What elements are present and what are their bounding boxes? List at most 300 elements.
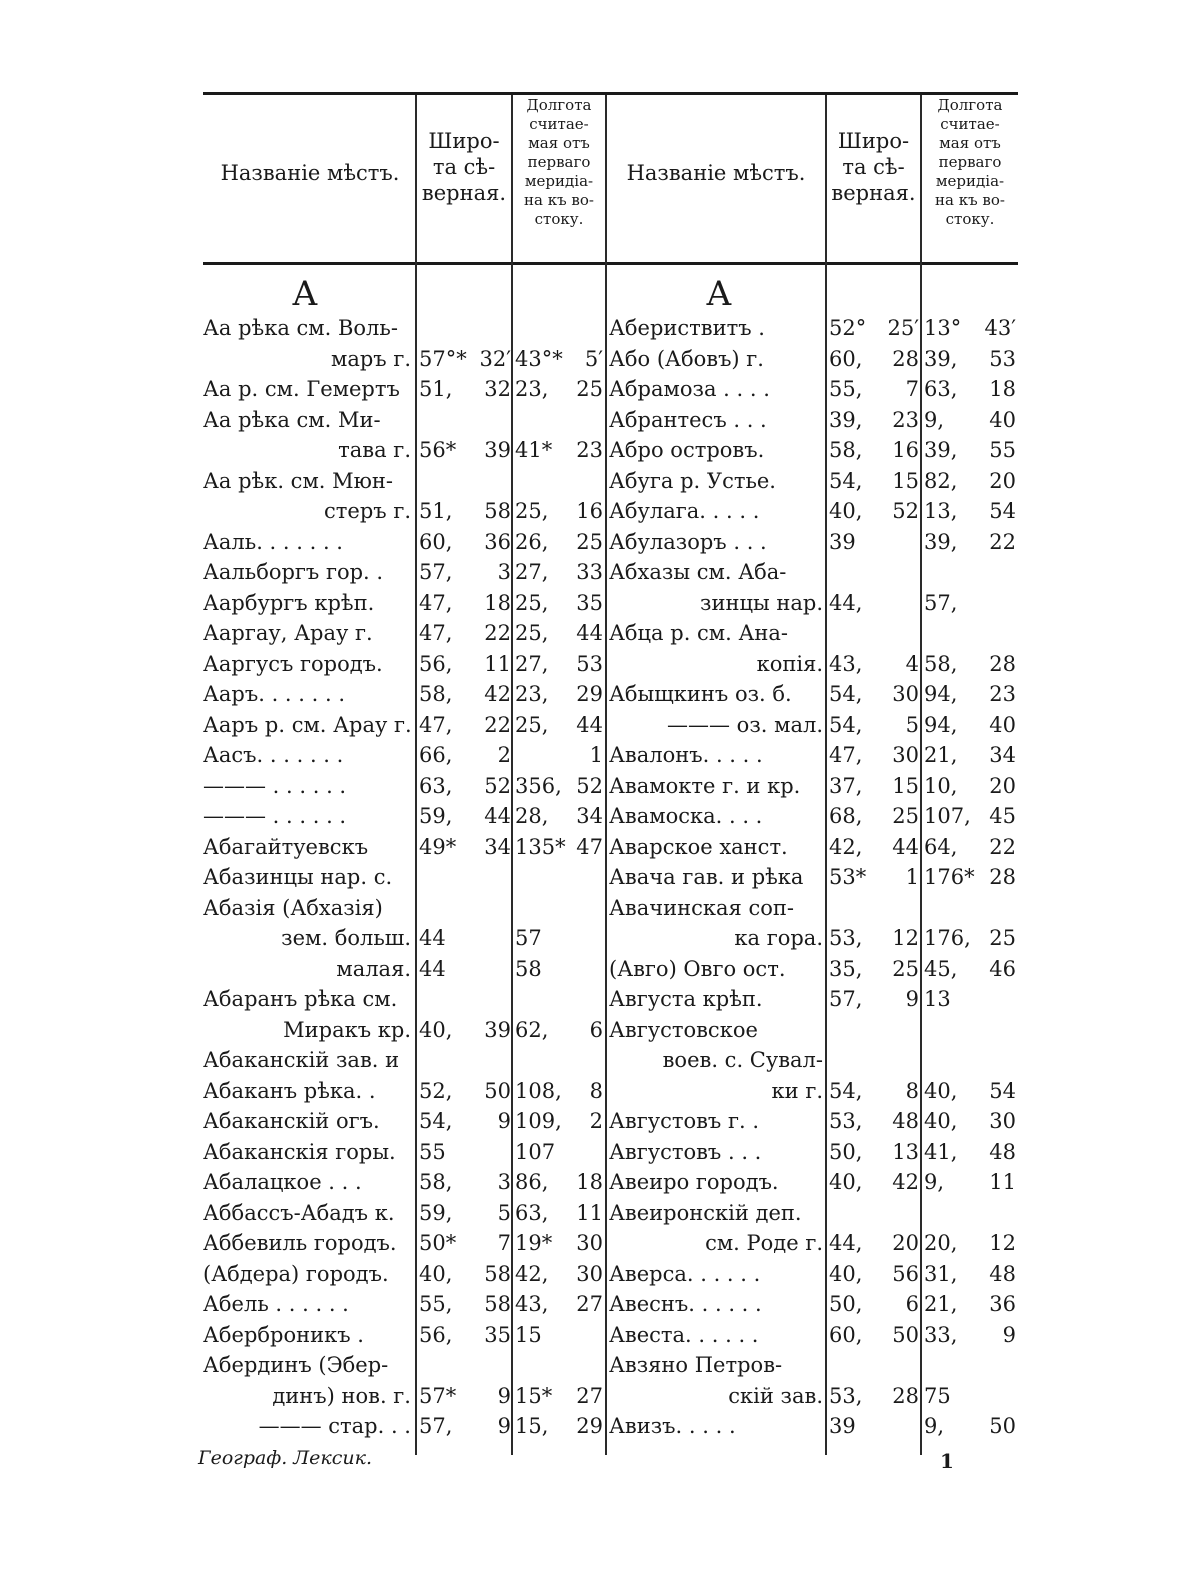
place-name: Аварское ханст. — [609, 834, 788, 859]
longitude-minutes: 11 — [576, 1200, 603, 1225]
longitude-degrees — [515, 466, 565, 497]
longitude-minutes — [974, 1350, 1016, 1381]
place-name: Авизъ. . . . . — [609, 1414, 736, 1438]
header-lon-line: перваго — [527, 153, 591, 171]
latitude-minutes: 20 — [892, 1231, 919, 1255]
longitude-degrees: 108, — [515, 1078, 562, 1103]
latitude-degrees: 60, — [829, 1322, 863, 1347]
latitude-minutes — [463, 1045, 511, 1076]
longitude-minutes — [565, 405, 603, 436]
longitude-minutes: 18 — [576, 1170, 603, 1194]
latitude-degrees: 63, — [419, 773, 453, 798]
latitude-minutes: 39 — [484, 438, 511, 462]
page-mark: 1 — [940, 1449, 954, 1473]
latitude-degrees — [419, 1045, 463, 1076]
longitude-minutes: 20 — [989, 773, 1016, 798]
latitude-minutes: 16 — [892, 438, 919, 462]
longitude-degrees: 39, — [924, 346, 958, 371]
latitude-degrees: 55, — [829, 377, 863, 401]
longitude-degrees: 9, — [924, 407, 945, 432]
latitude-minutes: 9 — [497, 1383, 511, 1408]
latitude-minutes — [873, 1045, 919, 1076]
latitude-degrees: 52, — [419, 1078, 453, 1103]
latitude-degrees — [829, 1015, 873, 1046]
latitude-degrees: 39 — [829, 529, 856, 554]
place-name: копія. — [756, 651, 823, 676]
top-rule — [203, 92, 1018, 95]
longitude-minutes — [974, 1045, 1016, 1076]
latitude-minutes: 58 — [484, 499, 511, 523]
latitude-degrees: 39 — [829, 1414, 856, 1438]
longitude-degrees: 9, — [924, 1414, 945, 1438]
place-name: тава г. — [338, 438, 411, 462]
latitude-degrees: 59, — [419, 804, 453, 828]
longitude-minutes: 6 — [589, 1017, 603, 1042]
longitude-minutes: 2 — [589, 1109, 603, 1133]
longitude-degrees: 176* — [924, 865, 975, 889]
latitude-degrees: 44, — [829, 1231, 863, 1255]
place-name: Ааль. . . . . . . — [203, 529, 343, 554]
header-lon-line: считае- — [940, 115, 1000, 133]
latitude-degrees: 58, — [829, 438, 863, 462]
latitude-minutes: 28 — [892, 1383, 919, 1408]
longitude-minutes: 54 — [989, 499, 1016, 523]
latitude-degrees — [419, 893, 463, 924]
latitude-minutes: 42 — [892, 1170, 919, 1194]
header-name-text: Названіе мѣстъ. — [220, 161, 400, 185]
longitude-degrees: 176, — [924, 926, 971, 950]
latitude-minutes: 23 — [892, 407, 919, 432]
latitude-degrees: 37, — [829, 773, 863, 798]
header-lon-line: Долгота — [526, 96, 592, 114]
latitude-minutes — [463, 313, 511, 344]
latitude-minutes: 5 — [905, 712, 919, 737]
longitude-minutes: 27 — [576, 1292, 603, 1316]
latitude-minutes — [463, 862, 511, 893]
longitude-minutes: 40 — [989, 712, 1016, 737]
longitude-degrees: 57, — [924, 590, 958, 615]
latitude-degrees: 58, — [419, 1170, 453, 1194]
latitude-minutes — [463, 893, 511, 924]
latitude-minutes: 15 — [892, 468, 919, 493]
latitude-minutes — [873, 1411, 919, 1442]
place-name: Авеснъ. . . . . . — [609, 1292, 762, 1316]
latitude-minutes: 30 — [892, 743, 919, 767]
place-name: ——— . . . . . . — [203, 773, 347, 798]
latitude-minutes — [873, 893, 919, 924]
longitude-degrees: 23, — [515, 377, 549, 401]
latitude-minutes — [873, 618, 919, 649]
header-lon-line: считае- — [529, 115, 589, 133]
latitude-degrees: 53, — [829, 926, 863, 950]
latitude-degrees: 47, — [419, 590, 453, 615]
longitude-minutes: 12 — [989, 1231, 1016, 1255]
longitude-minutes: 48 — [989, 1261, 1016, 1286]
longitude-degrees — [924, 1015, 974, 1046]
latitude-minutes — [463, 1137, 511, 1168]
latitude-minutes: 7 — [497, 1231, 511, 1255]
place-name: Августовъ г. . — [609, 1109, 759, 1133]
longitude-degrees: 15, — [515, 1414, 549, 1438]
column-divider — [415, 95, 417, 1455]
place-name: зем. больш. — [281, 926, 411, 950]
latitude-degrees: 53, — [829, 1109, 863, 1133]
longitude-degrees: 15* — [515, 1383, 553, 1408]
header-lon-line: перваго — [938, 153, 1002, 171]
longitude-degrees — [515, 984, 565, 1015]
longitude-minutes — [974, 893, 1016, 924]
longitude-minutes: 22 — [989, 834, 1016, 859]
latitude-degrees: 60, — [419, 529, 453, 554]
longitude-degrees — [924, 1198, 974, 1229]
latitude-degrees: 59, — [419, 1200, 453, 1225]
place-name: Аасъ. . . . . . . — [203, 743, 344, 767]
place-name: Або (Абовъ) г. — [609, 346, 764, 371]
latitude-degrees: 58, — [419, 682, 453, 706]
latitude-degrees — [829, 1045, 873, 1076]
latitude-minutes: 50 — [892, 1322, 919, 1347]
latitude-minutes: 13 — [892, 1139, 919, 1164]
longitude-minutes: 28 — [989, 865, 1016, 889]
latitude-minutes: 3 — [497, 560, 511, 584]
longitude-degrees: 62, — [515, 1017, 549, 1042]
latitude-degrees: 51, — [419, 377, 453, 401]
longitude-minutes: 5′ — [584, 346, 603, 371]
latitude-minutes: 6 — [905, 1292, 919, 1316]
latitude-degrees: 56, — [419, 651, 453, 676]
latitude-degrees: 56, — [419, 1322, 453, 1347]
latitude-degrees: 50, — [829, 1292, 863, 1316]
latitude-degrees: 55 — [419, 1139, 446, 1164]
place-name: Ааръ р. см. Арау г. — [203, 712, 412, 737]
longitude-degrees: 40, — [924, 1109, 958, 1133]
latitude-degrees: 50, — [829, 1139, 863, 1164]
longitude-minutes: 11 — [989, 1170, 1016, 1194]
longitude-minutes — [565, 954, 603, 985]
place-name: Аа р. см. Гемертъ — [203, 377, 400, 401]
longitude-degrees: 25, — [515, 621, 549, 645]
latitude-minutes: 58 — [484, 1292, 511, 1316]
header-lat-line: верная. — [421, 181, 507, 205]
longitude-degrees: 26, — [515, 529, 549, 554]
latitude-degrees: 39, — [829, 407, 863, 432]
longitude-minutes: 1 — [589, 743, 603, 767]
longitude-minutes: 34 — [576, 804, 603, 828]
place-name: Авеста. . . . . . — [609, 1322, 759, 1347]
longitude-minutes: 8 — [589, 1078, 603, 1103]
longitude-minutes: 30 — [576, 1261, 603, 1286]
longitude-degrees: 9, — [924, 1170, 945, 1194]
longitude-minutes: 22 — [989, 529, 1016, 554]
header-lon-line: мая отъ — [939, 134, 1001, 152]
place-name: ка гора. — [734, 926, 823, 950]
latitude-degrees — [829, 893, 873, 924]
latitude-minutes: 5 — [497, 1200, 511, 1225]
latitude-degrees — [419, 984, 463, 1015]
latitude-degrees: 57, — [419, 1414, 453, 1438]
header-lon-right — [922, 96, 1018, 229]
latitude-minutes: 4 — [905, 651, 919, 676]
latitude-degrees: 47, — [419, 621, 453, 645]
latitude-degrees: 54, — [829, 712, 863, 737]
latitude-minutes — [873, 1350, 919, 1381]
column-divider — [920, 95, 922, 1455]
longitude-degrees: 94, — [924, 682, 958, 706]
place-name: Ааргау, Арау г. — [203, 621, 373, 645]
place-name: Абро островъ. — [609, 438, 765, 462]
latitude-minutes: 18 — [484, 590, 511, 615]
latitude-degrees: 47, — [419, 712, 453, 737]
longitude-minutes: 9 — [1002, 1322, 1016, 1347]
header-lon-line: на къ во- — [524, 191, 594, 209]
latitude-minutes: 9 — [497, 1109, 511, 1133]
longitude-degrees: 135* — [515, 834, 566, 859]
latitude-degrees: 40, — [419, 1017, 453, 1042]
longitude-minutes — [974, 1198, 1016, 1229]
section-letter-left: А — [292, 274, 318, 314]
longitude-degrees: 42, — [515, 1261, 549, 1286]
latitude-degrees: 54, — [829, 1078, 863, 1103]
latitude-degrees — [419, 1350, 463, 1381]
longitude-minutes: 25 — [576, 377, 603, 401]
latitude-minutes: 50 — [484, 1078, 511, 1103]
latitude-minutes — [463, 984, 511, 1015]
header-lat-line: Широ- — [837, 129, 910, 153]
place-name: Абериствитъ . — [609, 316, 765, 340]
place-name: Авеиро городъ. — [609, 1170, 779, 1194]
longitude-degrees: 25, — [515, 499, 549, 523]
latitude-degrees: 54, — [419, 1109, 453, 1133]
longitude-degrees: 23, — [515, 682, 549, 706]
longitude-degrees: 39, — [924, 529, 958, 554]
latitude-degrees: 44 — [419, 926, 446, 950]
longitude-minutes — [565, 1045, 603, 1076]
latitude-minutes: 30 — [892, 682, 919, 706]
latitude-minutes: 25′ — [887, 316, 919, 340]
longitude-degrees: 19* — [515, 1231, 553, 1255]
longitude-minutes: 18 — [989, 377, 1016, 401]
place-name: Миракъ кр. — [283, 1017, 411, 1042]
latitude-minutes: 52 — [892, 499, 919, 523]
longitude-degrees: 107, — [924, 804, 971, 828]
longitude-degrees: 82, — [924, 468, 958, 493]
place-name: Авамокте г. и кр. — [609, 773, 801, 798]
longitude-minutes — [565, 893, 603, 924]
latitude-minutes: 22 — [484, 712, 511, 737]
latitude-minutes — [873, 588, 919, 619]
place-name: Абель . . . . . . — [203, 1292, 349, 1316]
place-name: Абхазы см. Аба- — [609, 560, 787, 584]
longitude-degrees — [924, 1045, 974, 1076]
latitude-degrees: 53, — [829, 1383, 863, 1408]
latitude-degrees: 66, — [419, 743, 453, 767]
place-name: Абаканъ рѣка. . — [203, 1078, 376, 1103]
longitude-degrees: 86, — [515, 1170, 549, 1194]
place-name: Августовъ . . . — [609, 1139, 762, 1164]
longitude-minutes: 30 — [576, 1231, 603, 1255]
place-name: Абаканскій огъ. — [203, 1109, 380, 1133]
longitude-degrees: 40, — [924, 1078, 958, 1103]
longitude-degrees: 27, — [515, 560, 549, 584]
place-name: Абыщкинъ оз. б. — [609, 682, 792, 706]
longitude-minutes: 44 — [576, 712, 603, 737]
latitude-minutes: 32 — [484, 377, 511, 401]
longitude-minutes — [974, 984, 1016, 1015]
longitude-minutes: 25 — [989, 926, 1016, 950]
longitude-minutes: 36 — [989, 1292, 1016, 1316]
longitude-degrees: 21, — [924, 743, 958, 767]
place-name: Аббевиль городъ. — [203, 1231, 397, 1255]
latitude-degrees — [829, 618, 873, 649]
latitude-degrees: 35, — [829, 956, 863, 981]
latitude-minutes: 15 — [892, 773, 919, 798]
latitude-degrees: 40, — [829, 499, 863, 523]
latitude-degrees: 55, — [419, 1292, 453, 1316]
place-name: Абазинцы нар. с. — [203, 865, 393, 889]
longitude-minutes — [565, 466, 603, 497]
longitude-degrees: 75 — [924, 1383, 951, 1408]
column-divider — [605, 95, 607, 1455]
header-lon-line: меридіа- — [524, 172, 594, 190]
longitude-degrees: 43, — [515, 1292, 549, 1316]
latitude-minutes — [873, 527, 919, 558]
place-name: (Авго) Овго ост. — [609, 956, 786, 981]
longitude-minutes — [974, 557, 1016, 588]
place-name: Аа рѣка см. Воль- — [203, 316, 398, 340]
latitude-minutes — [463, 1350, 511, 1381]
place-name: воев. с. Сувал- — [662, 1048, 823, 1072]
longitude-minutes: 16 — [576, 499, 603, 523]
longitude-minutes — [974, 618, 1016, 649]
latitude-minutes: 56 — [892, 1261, 919, 1286]
latitude-minutes — [873, 1198, 919, 1229]
place-name: Абагайтуевскъ — [203, 834, 369, 859]
longitude-minutes: 29 — [576, 1414, 603, 1438]
longitude-degrees — [515, 1350, 565, 1381]
longitude-degrees: 20, — [924, 1231, 958, 1255]
longitude-degrees: 64, — [924, 834, 958, 859]
longitude-minutes: 29 — [576, 682, 603, 706]
longitude-minutes: 30 — [989, 1109, 1016, 1133]
longitude-degrees — [515, 405, 565, 436]
longitude-degrees: 39, — [924, 438, 958, 462]
longitude-minutes: 43′ — [984, 316, 1016, 340]
longitude-degrees: 31, — [924, 1261, 958, 1286]
place-name: малая. — [336, 956, 411, 981]
place-name: Авзяно Петров- — [609, 1353, 783, 1377]
header-lon-line: стоку. — [534, 210, 584, 228]
latitude-minutes: 9 — [497, 1414, 511, 1438]
longitude-minutes — [974, 1381, 1016, 1412]
place-name: Абаканскій зав. и — [203, 1048, 400, 1072]
latitude-minutes: 25 — [892, 956, 919, 981]
longitude-minutes: 20 — [989, 468, 1016, 493]
longitude-minutes: 46 — [989, 956, 1016, 981]
header-name-right — [607, 160, 825, 186]
longitude-degrees: 41* — [515, 438, 553, 462]
latitude-minutes: 39 — [484, 1017, 511, 1042]
header-lon-line: на къ во- — [935, 191, 1005, 209]
longitude-degrees: 109, — [515, 1109, 562, 1133]
latitude-minutes: 2 — [497, 743, 511, 767]
latitude-degrees: 57, — [829, 987, 863, 1011]
latitude-minutes: 12 — [892, 926, 919, 950]
latitude-degrees: 42, — [829, 834, 863, 859]
header-lon-left — [513, 96, 605, 229]
place-name: см. Роде г. — [705, 1231, 823, 1255]
longitude-degrees: 41, — [924, 1139, 958, 1164]
place-name: Авалонъ. . . . . — [609, 743, 763, 767]
latitude-minutes: 48 — [892, 1109, 919, 1133]
latitude-minutes: 44 — [892, 834, 919, 859]
place-name: Аббассъ-Абадъ к. — [203, 1200, 395, 1225]
place-name: Абердинъ (Эбер- — [203, 1353, 389, 1377]
latitude-minutes — [873, 1015, 919, 1046]
longitude-minutes — [974, 1015, 1016, 1046]
latitude-degrees: 47, — [829, 743, 863, 767]
latitude-minutes: 3 — [497, 1170, 511, 1194]
place-name: Абаканскія горы. — [203, 1139, 396, 1164]
place-name: Авачинская соп- — [609, 895, 794, 920]
section-letter-right: А — [706, 274, 732, 314]
place-name: Абулага. . . . . — [609, 499, 760, 523]
latitude-minutes: 25 — [892, 804, 919, 828]
longitude-minutes: 45 — [989, 804, 1016, 828]
latitude-minutes — [463, 405, 511, 436]
header-lat-line: верная. — [831, 181, 916, 205]
longitude-minutes: 28 — [989, 651, 1016, 676]
header-lat-left — [417, 128, 511, 206]
header-name-text: Названіе мѣстъ. — [626, 161, 806, 185]
latitude-minutes: 36 — [484, 529, 511, 554]
header-lon-line: Долгота — [937, 96, 1003, 114]
place-name: Абазія (Абхазія) — [203, 895, 383, 920]
longitude-degrees — [924, 893, 974, 924]
latitude-degrees: 53* — [829, 865, 867, 889]
latitude-degrees — [419, 405, 463, 436]
latitude-degrees: 57* — [419, 1383, 457, 1408]
signature-mark: Географ. Лексик. — [198, 1447, 373, 1469]
longitude-degrees: 63, — [515, 1200, 549, 1225]
longitude-minutes — [565, 1350, 603, 1381]
latitude-degrees: 43, — [829, 651, 863, 676]
place-name: динъ) нов. г. — [272, 1383, 411, 1408]
latitude-minutes: 28 — [892, 346, 919, 371]
place-name: Абца р. см. Ана- — [609, 621, 789, 645]
longitude-minutes: 47 — [576, 834, 603, 859]
longitude-degrees: 33, — [924, 1322, 958, 1347]
latitude-degrees: 40, — [829, 1170, 863, 1194]
longitude-minutes: 54 — [989, 1078, 1016, 1103]
longitude-degrees: 13 — [924, 987, 951, 1011]
latitude-minutes: 42 — [484, 682, 511, 706]
latitude-minutes: 7 — [905, 377, 919, 401]
latitude-minutes: 32′ — [479, 346, 511, 371]
latitude-degrees: 44 — [419, 956, 446, 981]
latitude-minutes: 9 — [905, 987, 919, 1011]
latitude-degrees: 54, — [829, 682, 863, 706]
latitude-degrees — [419, 466, 463, 497]
latitude-degrees: 52° — [829, 316, 867, 340]
latitude-minutes: 44 — [484, 804, 511, 828]
longitude-degrees — [515, 862, 565, 893]
longitude-degrees: 10, — [924, 773, 958, 798]
latitude-minutes: 8 — [905, 1078, 919, 1103]
place-name: Абрамоза . . . . — [609, 377, 770, 401]
longitude-minutes: 53 — [989, 346, 1016, 371]
longitude-minutes — [974, 588, 1016, 619]
latitude-degrees: 57°* — [419, 346, 467, 371]
